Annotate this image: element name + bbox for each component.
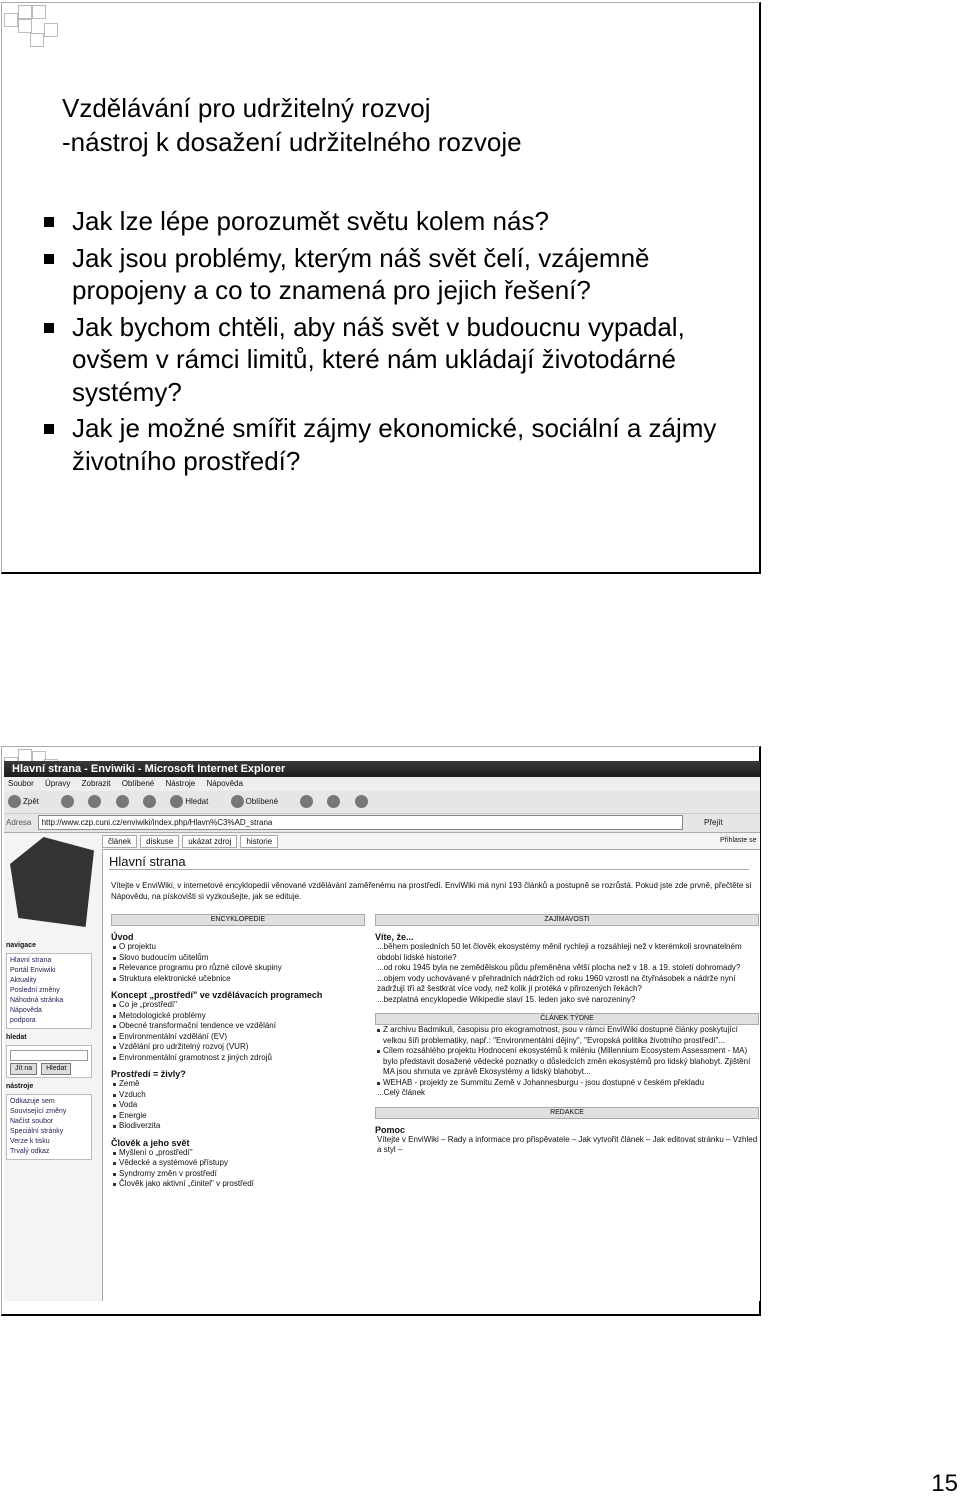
tools-item[interactable]: Verze k tisku	[10, 1138, 50, 1145]
week-item: Z archivu Badmikuli, časopisu pro ekogramotnost, jsou v rámci EnviWiki dostupné články poskytující velkou šíři problematiky, např.: "Environmentální dějiny", "Evropská politika životního prostředí"...	[375, 1025, 759, 1046]
encyclopedia-column	[111, 914, 365, 1190]
go-to-button[interactable]: Jít na	[10, 1063, 37, 1075]
menu-bar	[4, 777, 760, 791]
bullet-text: Jak bychom chtěli, aby náš svět v budoucnu vypadal, ovšem v rámci limitů, které nám ukládají životodárné systémy?	[72, 311, 685, 407]
section-link[interactable]: O projektu	[111, 942, 365, 953]
address-input[interactable]: http://www.czp.cuni.cz/enviwiki/index.php/Hlavn%C3%AD_strana	[38, 815, 683, 830]
tools-box	[6, 1094, 92, 1160]
login-link[interactable]: Přihlaste se	[720, 837, 757, 844]
forward-arrow-icon	[61, 795, 74, 808]
tools-item[interactable]: Trvalý odkaz	[10, 1148, 50, 1155]
week-item: WEHAB - projekty ze Summitu Země v Johannesburgu - jsou dostupné v českém překladu	[375, 1078, 759, 1089]
section-link[interactable]: Energie	[111, 1111, 365, 1122]
search-heading: hledat	[6, 1034, 27, 1041]
section-link[interactable]: Environmentální gramotnost z jiných zdrojů	[111, 1053, 365, 1064]
bullet-item	[44, 412, 724, 477]
intro-text: Vítejte v EnviWiki, v internetové encyklopedii věnované vzdělávání zaměřenému na prostředí. EnviWiki má nyní 193 článků a postupně se rozrůstá. Pokud jste zde prvně, přečtěte si Nápovědu, na pískovišti si vyzkoušejte, jak se edituje.	[111, 881, 752, 901]
section-link[interactable]: Obecné transformační tendence ve vzdělání	[111, 1021, 365, 1032]
back-label: Zpět	[23, 797, 40, 806]
mail-icon	[327, 795, 340, 808]
section-link[interactable]: Biodiverzita	[111, 1121, 365, 1132]
address-label: Adresa	[6, 818, 32, 827]
tab-discussion[interactable]: diskuse	[140, 835, 179, 848]
favorites-label: Oblíbené	[245, 797, 279, 806]
section-link[interactable]: Vzduch	[111, 1090, 365, 1101]
did-you-know-title: Víte, že...	[375, 932, 414, 942]
nav-box	[6, 953, 92, 1029]
section-link[interactable]: Myšlení o „prostředí"	[111, 1148, 365, 1159]
article-of-week-header: ČLÁNEK TÝDNE	[375, 1013, 759, 1025]
window-title: Hlavní strana - Enviwiki - Microsoft Internet Explorer	[4, 761, 760, 777]
tab-article[interactable]: článek	[102, 835, 137, 848]
section-link[interactable]: Vzdělání pro udržitelný rozvoj (VUR)	[111, 1042, 365, 1053]
nav-item[interactable]: Aktuality	[10, 977, 37, 984]
bullet-square-icon	[44, 424, 54, 434]
print-button[interactable]	[355, 797, 370, 806]
print-icon	[355, 795, 368, 808]
title-line: -nástroj k dosažení udržitelného rozvoje	[62, 127, 522, 157]
tools-item[interactable]: Odkazuje sem	[10, 1098, 55, 1105]
menu-help[interactable]: Nápověda	[206, 779, 243, 788]
section-link[interactable]: Struktura elektronické učebnice	[111, 974, 365, 985]
nav-item[interactable]: Poslední změny	[10, 987, 60, 994]
fact-item: ...během posledních 50 let člověk ekosystémy měnil rychleji a rozsáhleji než v kterémkoli srovnatelném období lidské historie?	[377, 942, 742, 962]
menu-favorites[interactable]: Oblíbené	[121, 779, 155, 788]
section-link[interactable]: Voda	[111, 1100, 365, 1111]
editors-header: REDAKCE	[375, 1107, 759, 1119]
bullet-item	[44, 311, 724, 409]
wiki-tabs	[102, 835, 281, 848]
wiki-page	[4, 833, 760, 1301]
section-link[interactable]: Co je „prostředí"	[111, 1000, 365, 1011]
interesting-header: ZAJÍMAVOSTI	[375, 914, 759, 926]
menu-tools[interactable]: Nástroje	[165, 779, 196, 788]
section-title: Prostředí = živly?	[111, 1069, 186, 1079]
fact-item: ...bezplatná encyklopedie Wikipedie slaví 15. leden jako své narozeniny?	[377, 994, 636, 1004]
bullet-square-icon	[44, 217, 54, 227]
full-article-link[interactable]: ...Celý článek	[377, 1088, 426, 1097]
wiki-sidebar	[6, 937, 92, 1160]
back-button[interactable]	[8, 797, 49, 806]
section-link[interactable]: Slovo budoucím učitelům	[111, 953, 365, 964]
bullet-text: Jak lze lépe porozumět světu kolem nás?	[72, 206, 549, 236]
forward-button[interactable]	[61, 797, 76, 806]
bullet-text: Jak je možné smířit zájmy ekonomické, sociální a zájmy životního prostředí?	[72, 413, 717, 476]
search-box	[6, 1045, 92, 1078]
section-link[interactable]: Vědecké a systémové přístupy	[111, 1158, 365, 1169]
history-button[interactable]	[300, 797, 315, 806]
menu-view[interactable]: Zobrazit	[81, 779, 111, 788]
refresh-button[interactable]	[116, 797, 131, 806]
section-link[interactable]: Relevance programu pro různé cílové skupiny	[111, 963, 365, 974]
enviwiki-logo-icon	[10, 837, 94, 927]
nav-item[interactable]: Portál Enviwiki	[10, 967, 56, 974]
bullet-item	[44, 242, 724, 307]
address-bar	[4, 814, 760, 833]
help-title: Pomoc	[375, 1124, 406, 1135]
bullet-text: Jak jsou problémy, kterým náš svět čelí, vzájemně propojeny a co to znamená pro jejich řešení?	[72, 242, 650, 305]
fact-item: ...od roku 1945 byla ne zemědělskou půdu přeměněna větší plocha než v 18. a 19. století dohromady?	[377, 963, 741, 972]
page-number: 15	[931, 1470, 958, 1497]
refresh-icon	[116, 795, 129, 808]
menu-file[interactable]: Soubor	[8, 779, 34, 788]
section-link[interactable]: Syndromy změn v prostředí	[111, 1169, 365, 1180]
section-title: Úvod	[111, 932, 134, 942]
home-button[interactable]	[143, 797, 158, 806]
help-links[interactable]: Vítejte v EnviWiki – Rady a informace pro přispěvatele – Jak vytvořit článek – Jak editovat stránku – Vzhled a styl –	[377, 1134, 758, 1154]
menu-edit[interactable]: Úpravy	[45, 779, 71, 788]
browser-window	[4, 761, 760, 1301]
tools-item[interactable]: Související změny	[10, 1108, 67, 1115]
interesting-column	[375, 914, 759, 1156]
go-button[interactable]: Přejít	[704, 818, 723, 827]
bullet-list	[44, 205, 724, 481]
slide-1	[1, 2, 761, 574]
star-icon	[231, 795, 244, 808]
section-title: Člověk a jeho svět	[111, 1137, 190, 1148]
wiki-search-input[interactable]	[10, 1050, 88, 1061]
fact-item: ...objem vody uchovávané v přehradních nádržích od roku 1960 vzrostl na čtyřnásobek a nádrže nyní zadržují tří až šestkrát více vody, než kolik jí protéká v přirozených řekách?	[377, 973, 736, 993]
stop-icon	[88, 795, 101, 808]
nav-heading: navigace	[6, 942, 36, 949]
section-link[interactable]: Metodologické problémy	[111, 1011, 365, 1022]
search-icon	[170, 795, 183, 808]
nav-item[interactable]: podpora	[10, 1017, 36, 1024]
slide-2	[1, 746, 761, 1316]
bullet-item	[44, 205, 724, 238]
tools-item[interactable]: Načíst soubor	[10, 1118, 54, 1125]
search-button[interactable]	[170, 797, 218, 806]
bullet-square-icon	[44, 254, 54, 264]
search-submit-button[interactable]: Hledat	[41, 1063, 71, 1075]
encyclopedia-header: ENCYKLOPEDIE	[111, 914, 365, 926]
nav-item[interactable]: Nápověda	[10, 1007, 42, 1014]
section-title: Koncept „prostředí" ve vzdělávacích programech	[111, 990, 323, 1000]
back-arrow-icon	[8, 795, 21, 808]
toolbar	[4, 791, 760, 814]
tools-heading: nástroje	[6, 1083, 34, 1090]
tab-view-source[interactable]: ukázat zdroj	[182, 835, 237, 848]
tools-item[interactable]: Speciální stránky	[10, 1128, 64, 1135]
tab-history[interactable]: historie	[240, 835, 278, 848]
wiki-content	[102, 849, 760, 1301]
slide-decoration	[4, 5, 62, 49]
page-title: Hlavní strana	[109, 854, 749, 870]
nav-item[interactable]: Náhodná stránka	[10, 997, 64, 1004]
section-link[interactable]: Země	[111, 1079, 365, 1090]
section-link[interactable]: Člověk jako aktivní „činitel" v prostředí	[111, 1179, 365, 1190]
title-line: Vzdělávání pro udržitelný rozvoj	[62, 93, 431, 123]
week-item: Cílem rozsáhlého projektu Hodnocení ekosystémů k miléniu (Millennium Ecosystem Assessment - MA) bylo představit dosažené vědecké poznatky o důsledcích změn ekosystémů pro lidský blahobyt. Zjištění MA jsou shrnuta ve zprávě Ekosystémy a lidský blahobyt...	[375, 1046, 759, 1078]
section-link[interactable]: Environmentální vzdělání (EV)	[111, 1032, 365, 1043]
home-icon	[143, 795, 156, 808]
history-icon	[300, 795, 313, 808]
mail-button[interactable]	[327, 797, 342, 806]
bullet-square-icon	[44, 323, 54, 333]
search-label: Hledat	[185, 797, 209, 806]
stop-button[interactable]	[88, 797, 103, 806]
nav-item[interactable]: Hlavní strana	[10, 957, 52, 964]
favorites-button[interactable]	[231, 797, 288, 806]
slide-title	[62, 91, 522, 159]
